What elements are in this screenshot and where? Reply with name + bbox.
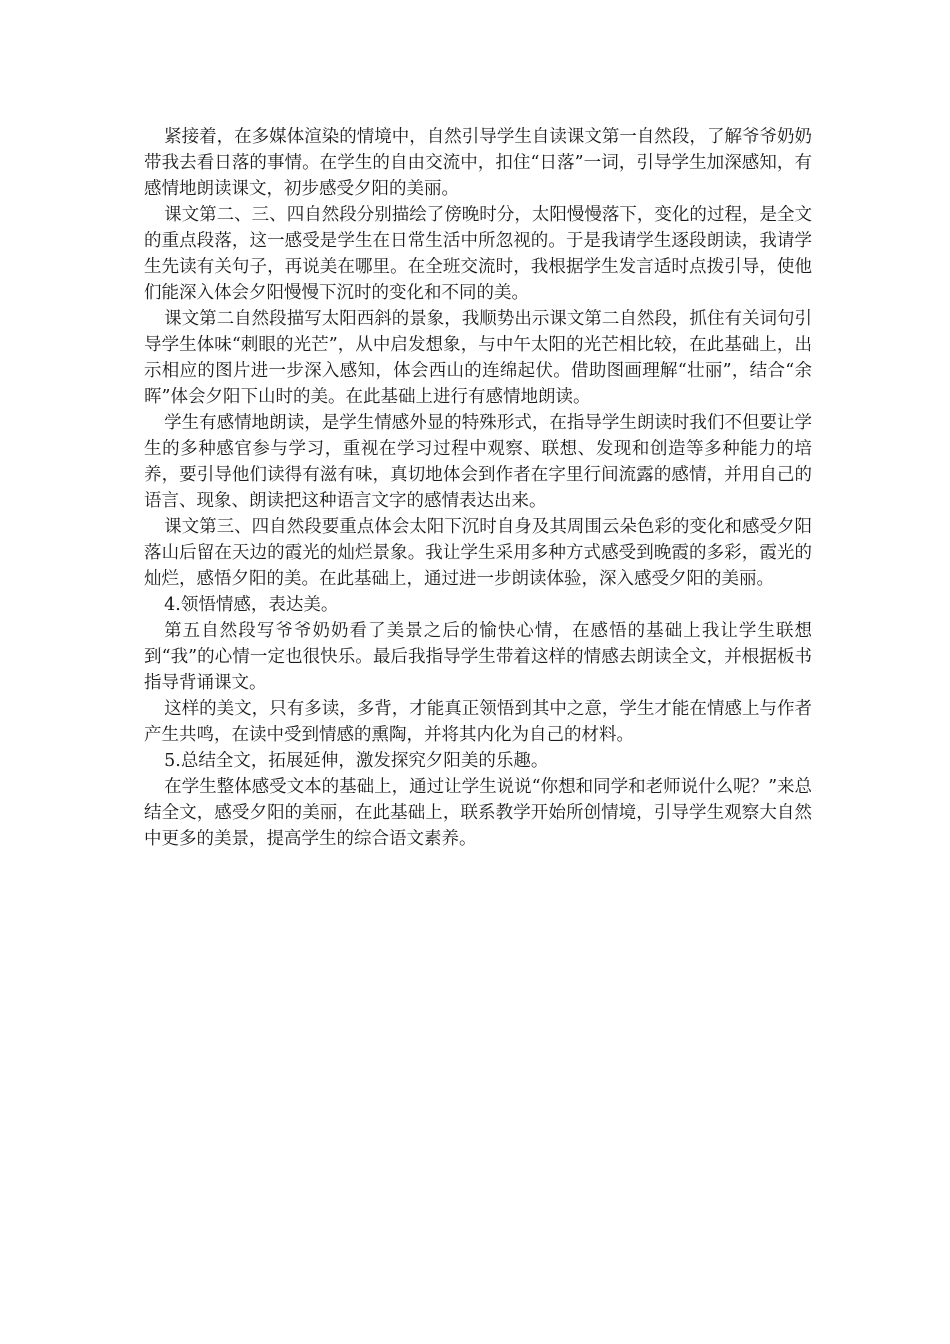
paragraph-intro-reading: 紧接着，在多媒体渲染的情境中，自然引导学生自读课文第一自然段，了解爷爷奶奶带我去看日落的事情。在学生的自由交流中，扣住“日落”一词，引导学生加深感知，有感情地朗读课文，初步感受夕阳的美丽。	[144, 127, 812, 199]
paragraph-third-fourth-sections: 课文第三、四自然段要重点体会太阳下沉时自身及其周围云朵色彩的变化和感受夕阳落山后留在天边的霞光的灿烂景象。我让学生采用多种方式感受到晚霞的多彩，霞光的灿烂，感悟夕阳的美。在此基础上，通过进一步朗读体验，深入感受夕阳的美丽。	[144, 517, 812, 589]
section-heading-5: 5.总结全文，拓展延伸，激发探究夕阳美的乐趣。	[164, 751, 549, 771]
paragraph-memorize: 这样的美文，只有多读，多背，才能真正领悟到其中之意，学生才能在情感上与作者产生共鸣，在读中受到情感的熏陶，并将其内化为自己的材料。	[144, 699, 812, 745]
paragraph-second-section: 课文第二自然段描写太阳西斜的景象，我顺势出示课文第二自然段，抓住有关词句引导学生体味“刺眼的光芒”，从中启发想象，与中午太阳的光芒相比较，在此基础上，出示相应的图片进一步深入感知，体会西山的连绵起伏。借助图画理解“壮丽”，结合“余晖”体会夕阳下山时的美。在此基础上进行有感情地朗读。	[144, 309, 812, 407]
paragraph-summary: 在学生整体感受文本的基础上，通过让学生说说“你想和同学和老师说什么呢？”来总结全文，感受夕阳的美丽，在此基础上，联系教学开始所创情境，引导学生观察大自然中更多的美景，提高学生的综合语文素养。	[144, 777, 813, 849]
paragraph-emotional-reading: 学生有感情地朗读，是学生情感外显的特殊形式，在指导学生朗读时我们不但要让学生的多种感官参与学习，重视在学习过程中观察、联想、发现和创造等多种能力的培养，要引导他们读得有滋有味，真切地体会到作者在字里行间流露的感情，并用自己的语言、现象、朗读把这种语言文字的感情表达出来。	[144, 413, 812, 511]
section-heading-4: 4.领悟情感，表达美。	[164, 595, 339, 615]
paragraph-key-sections: 课文第二、三、四自然段分别描绘了傍晚时分，太阳慢慢落下，变化的过程，是全文的重点段落，这一感受是学生在日常生活中所忽视的。于是我请学生逐段朗读，我请学生先读有关句子，再说美在哪里。在全班交流时，我根据学生发言适时点拨引导，使他们能深入体会夕阳慢慢下沉时的变化和不同的美。	[144, 205, 812, 303]
paragraph-fifth-section: 第五自然段写爷爷奶奶看了美景之后的愉快心情，在感悟的基础上我让学生联想到“我”的心情一定也很快乐。最后我指导学生带着这样的情感去朗读全文，并根据板书指导背诵课文。	[144, 621, 812, 693]
document-body	[144, 124, 812, 852]
